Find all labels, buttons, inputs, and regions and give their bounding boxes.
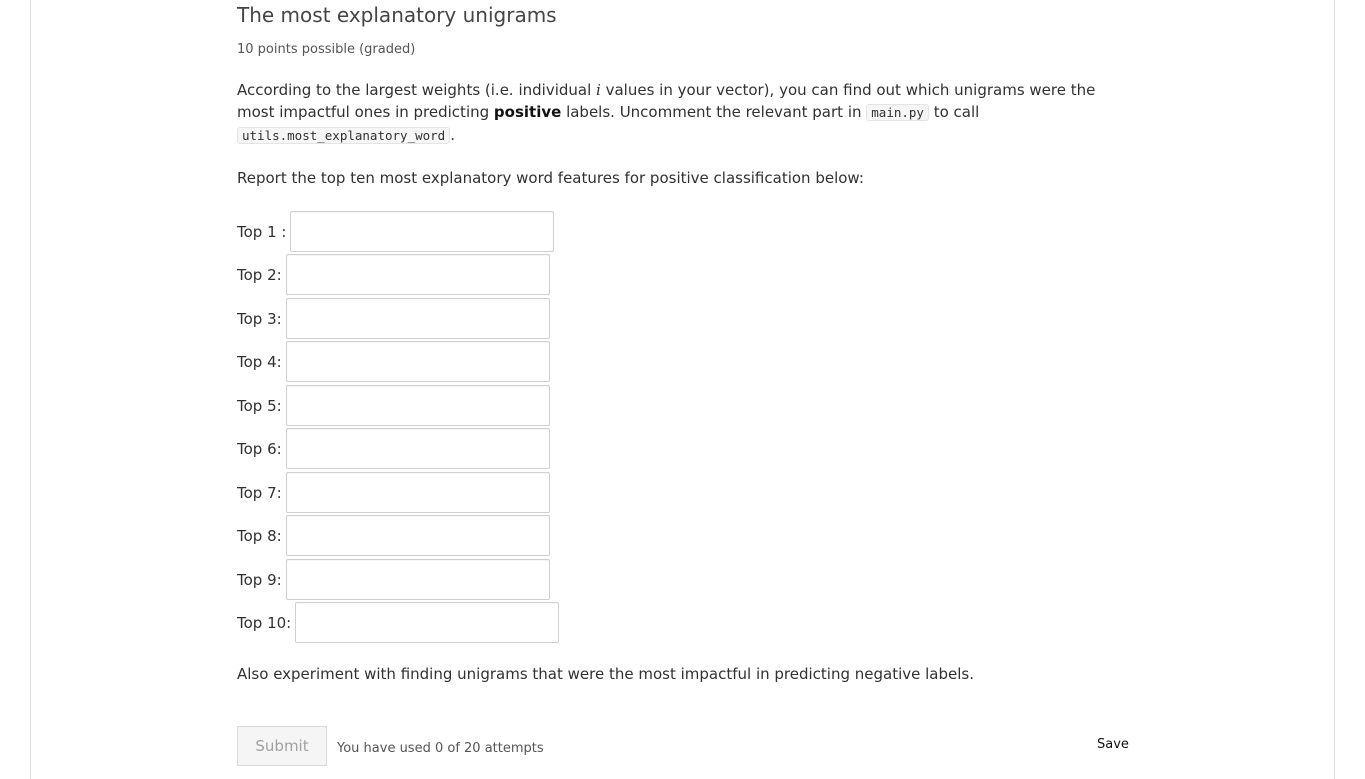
report-prompt: Report the top ten most explanatory word features for positive classification below: [237,169,864,187]
problem-title: The most explanatory unigrams [237,3,557,27]
answer-row [237,602,559,643]
field-label: Top 7: [237,483,282,502]
answer-row [237,385,550,426]
answer-row [237,428,550,469]
save-button[interactable]: Save [1097,737,1129,752]
field-label: Top 6: [237,439,282,458]
description-text: . [450,126,455,144]
code-main-py: main.py [866,104,929,121]
top-10-input[interactable] [295,602,559,643]
top-9-input[interactable] [286,559,550,600]
description-text: According to the largest weights (i.e. individual [237,81,597,99]
top-8-input[interactable] [286,515,550,556]
answer-row [237,298,550,339]
bold-keyword: positive [493,103,562,121]
code-function-name: utils.most_explanatory_word [237,127,450,144]
field-label: Top 10: [237,613,292,632]
top-6-input[interactable] [286,428,550,469]
answer-row [237,472,550,513]
top-3-input[interactable] [286,298,550,339]
answer-row [237,515,550,556]
description-text: labels. Uncomment the relevant part in [561,103,867,121]
points-possible: 10 points possible (graded) [237,42,416,57]
top-1-input[interactable] [290,211,554,252]
field-label: Top 5: [237,396,282,415]
attempts-counter: You have used 0 of 20 attempts [337,741,544,756]
top-5-input[interactable] [286,385,550,426]
math-variable: i [596,81,601,99]
additional-note: Also experiment with finding unigrams that were the most impactful in predicting negative labels. [237,665,974,683]
submit-button[interactable]: Submit [237,726,327,766]
answer-row [237,211,554,252]
field-label: Top 4: [237,352,282,371]
field-label: Top 8: [237,526,282,545]
description-text: values in your vector), you can find out which unigrams were the most impactful ones in predicting [237,81,1096,121]
answer-row [237,559,550,600]
field-label: Top 1 : [237,222,287,241]
top-2-input[interactable] [286,254,550,295]
top-7-input[interactable] [286,472,550,513]
problem-description [237,79,1117,147]
field-label: Top 9: [237,570,282,589]
answer-row [237,341,550,382]
top-4-input[interactable] [286,341,550,382]
field-label: Top 3: [237,309,282,328]
answer-row [237,254,550,295]
description-text: to call [928,103,980,121]
field-label: Top 2: [237,265,282,284]
